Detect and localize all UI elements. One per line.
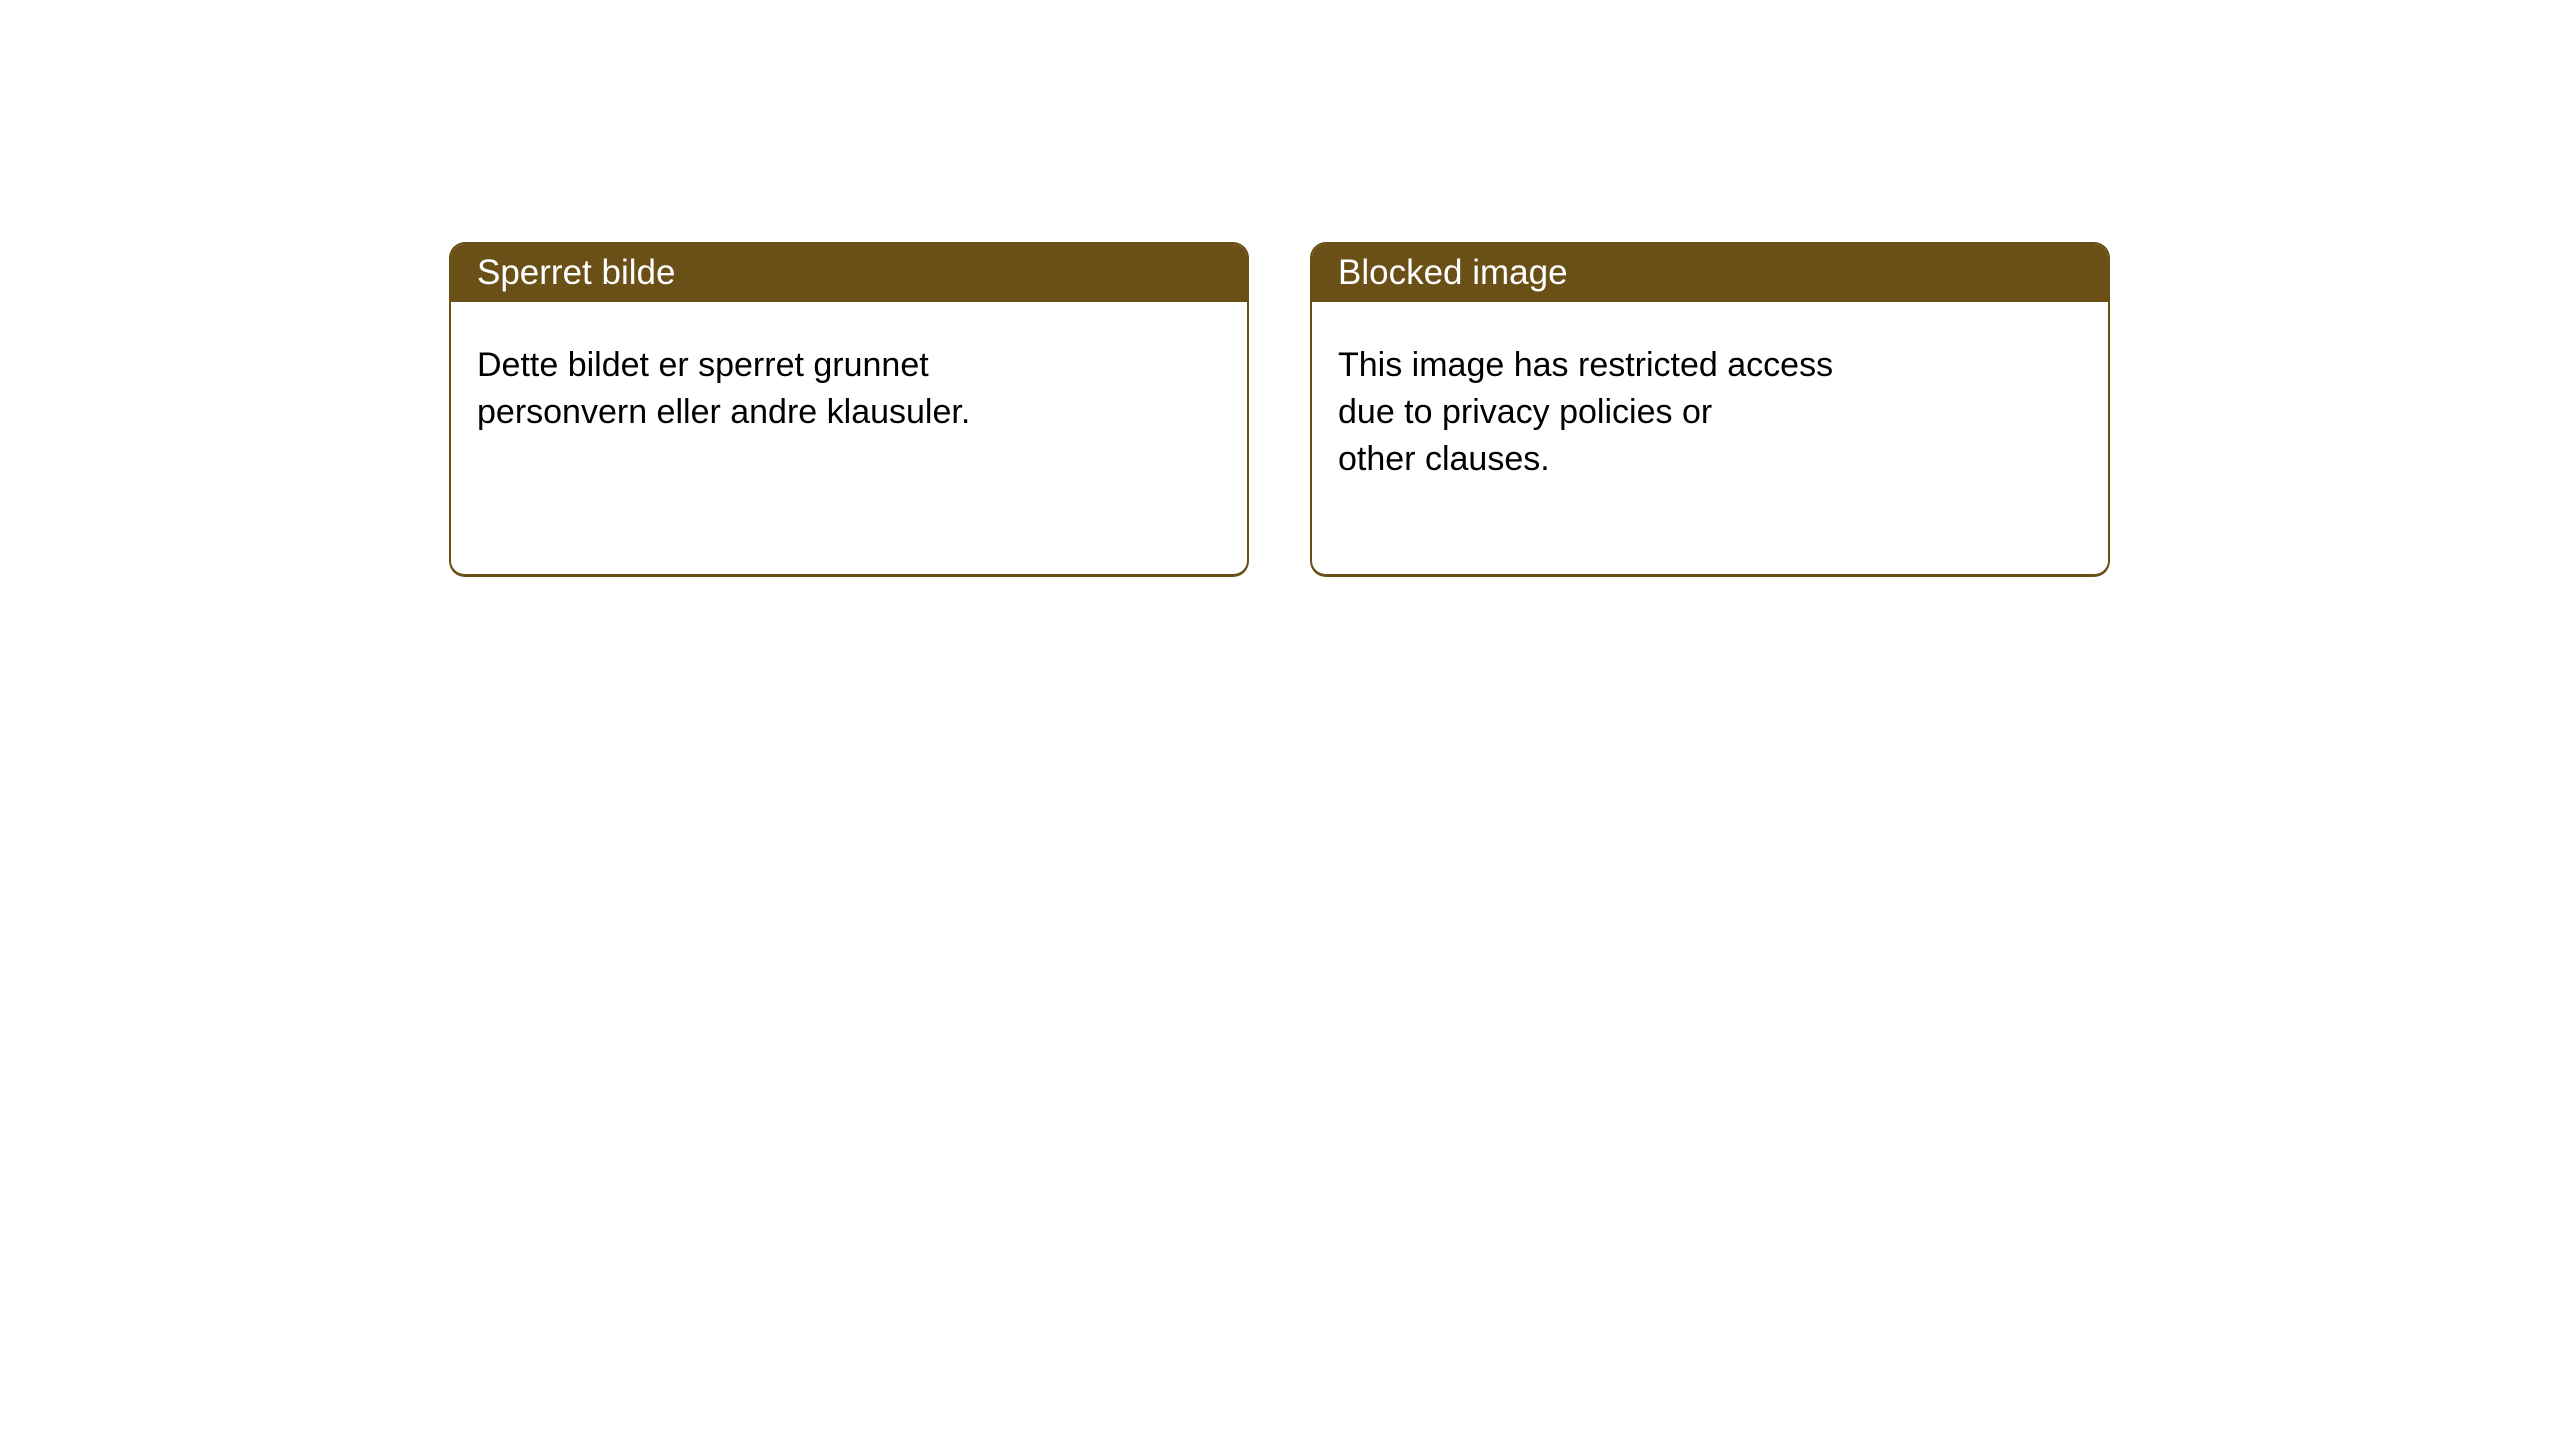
notice-text-line: due to privacy policies or: [1338, 393, 1713, 431]
blocked-image-notice-body-norwegian: [451, 302, 1247, 436]
blocked-image-notice-title-norwegian: Sperret bilde: [451, 244, 1247, 302]
notice-text-line: other clauses.: [1338, 440, 1550, 478]
notice-text-line: Dette bildet er sperret grunnet: [477, 346, 929, 384]
blocked-image-notice-title-english: Blocked image: [1312, 244, 2108, 302]
blocked-image-notice-english: [1310, 242, 2110, 577]
notice-text-line: This image has restricted access: [1338, 346, 1834, 384]
blocked-image-notice-body-english: [1312, 302, 2108, 483]
blocked-image-notice-norwegian: [449, 242, 1249, 577]
notice-text-line: personvern eller andre klausuler.: [477, 393, 971, 431]
